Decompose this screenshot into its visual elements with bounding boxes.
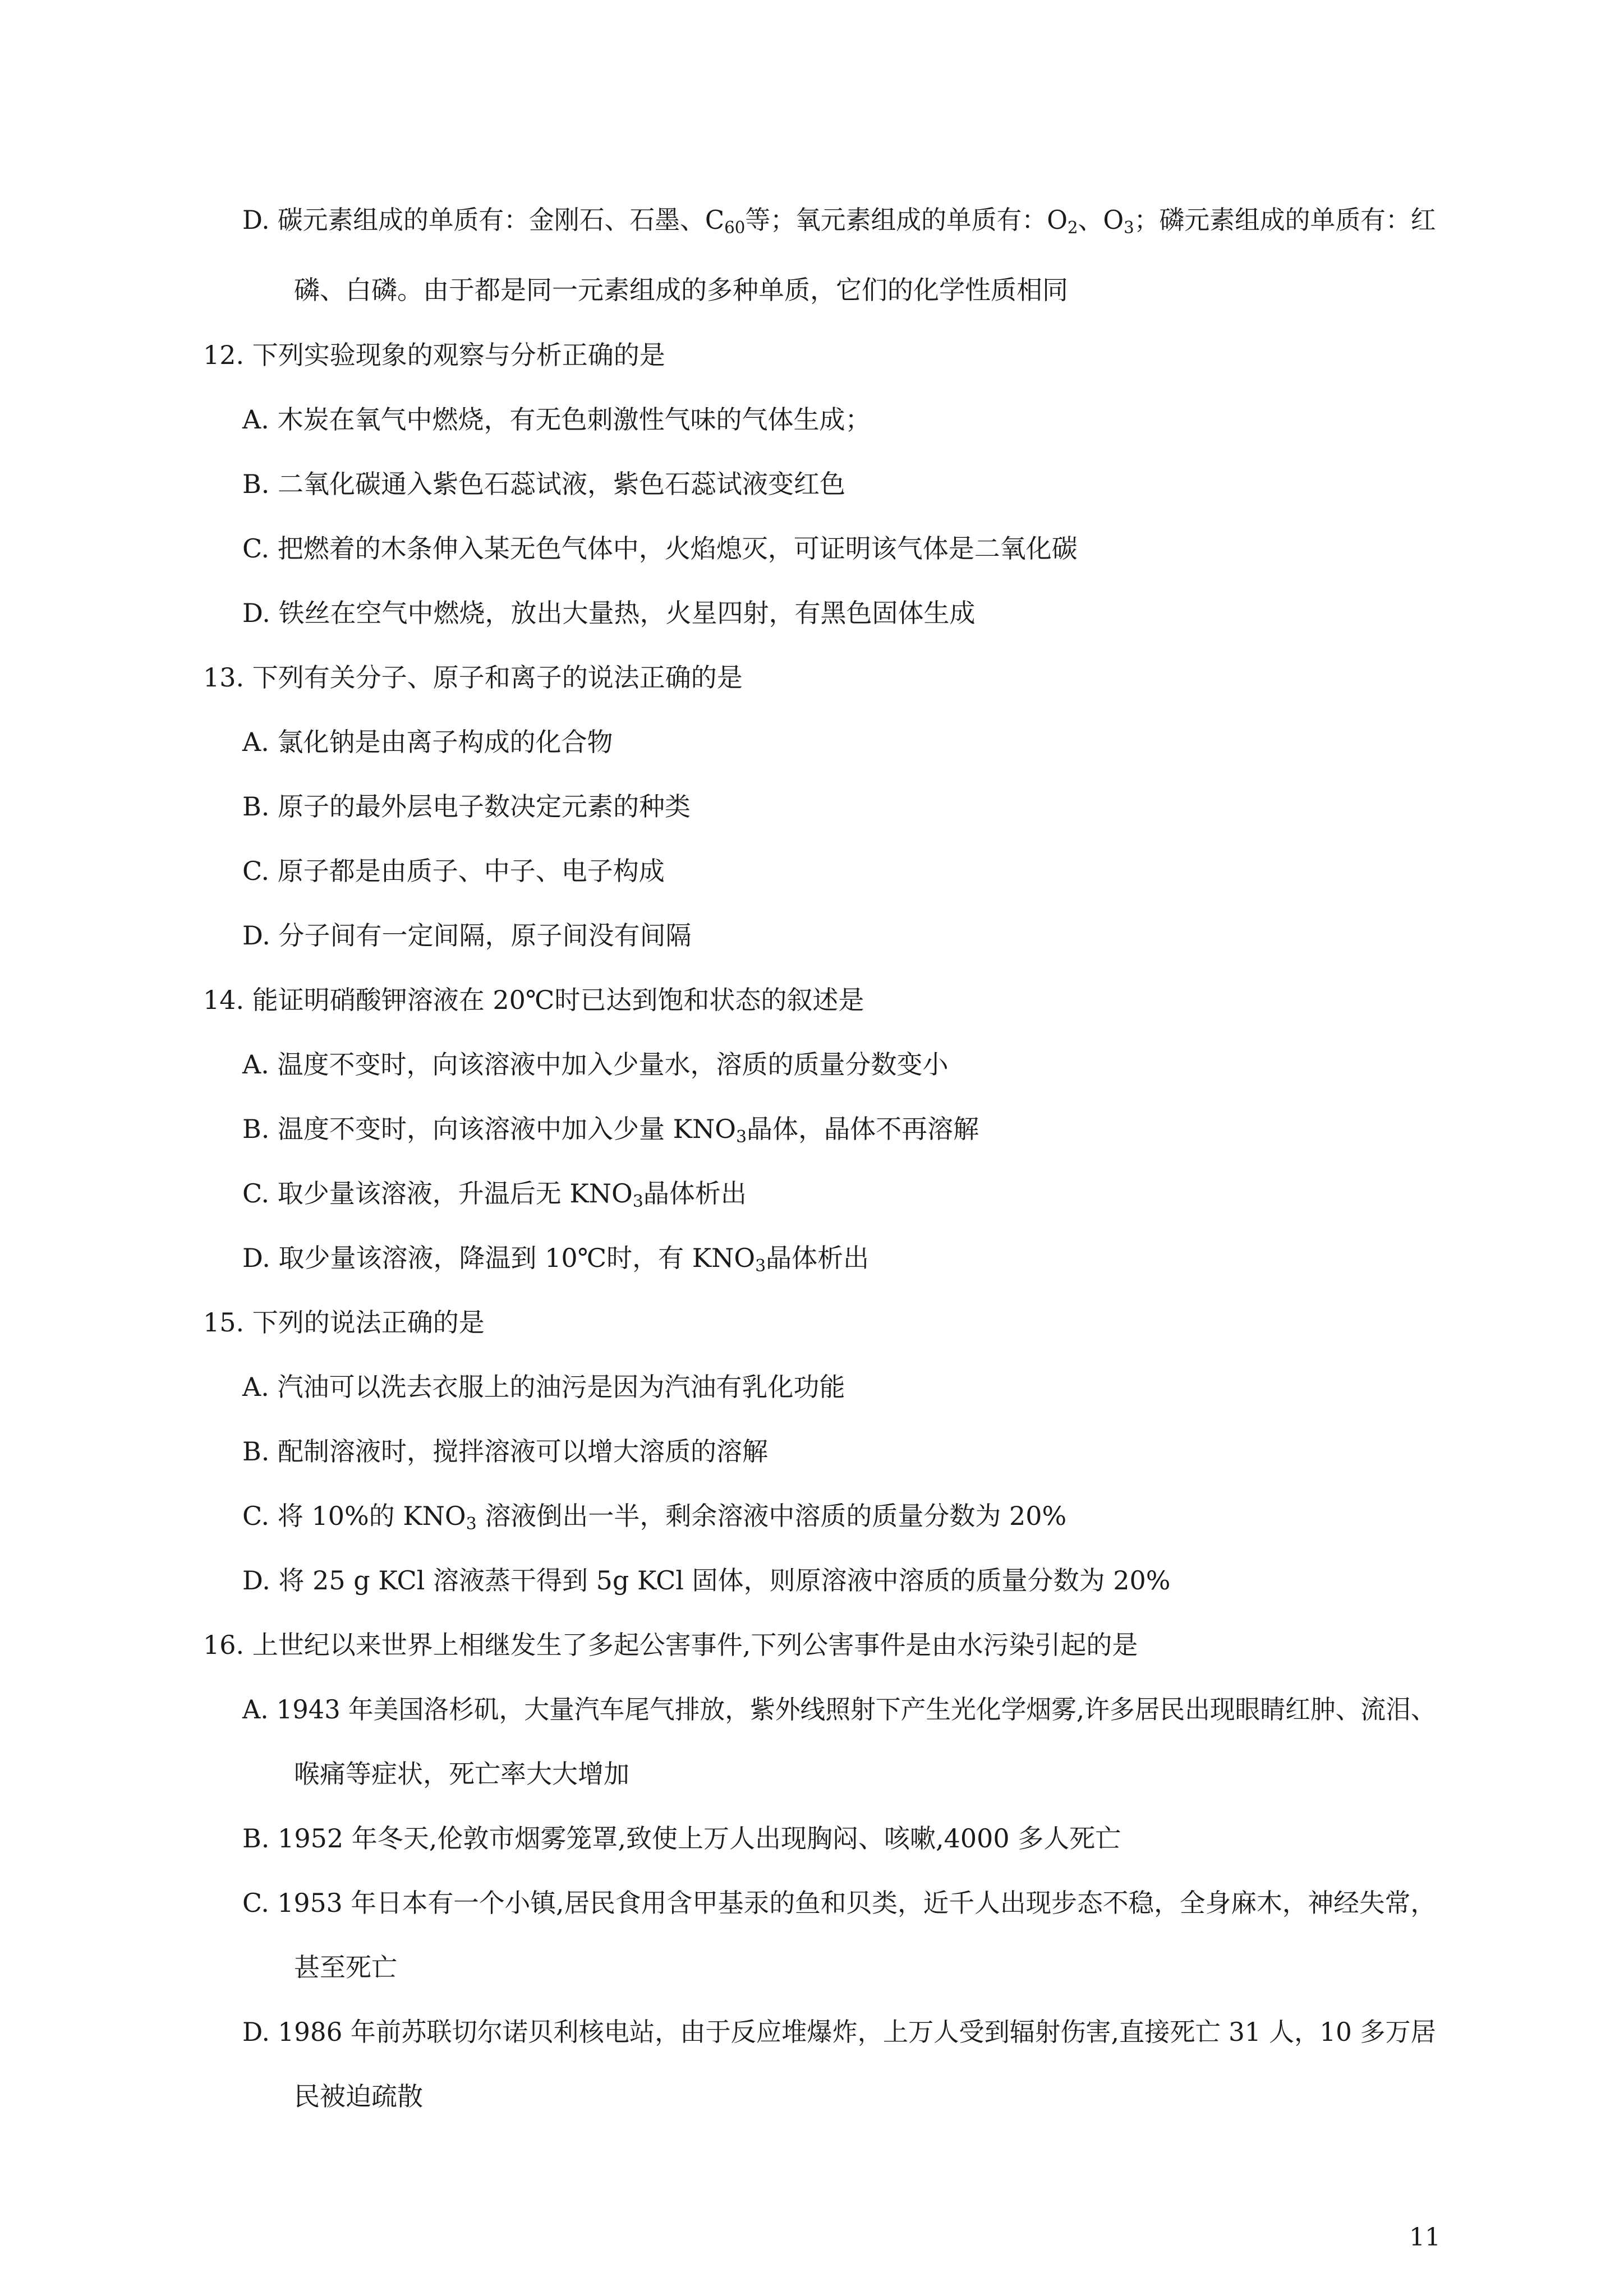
q16-option-c: C. 1953 年日本有一个小镇,居民食用含甲基汞的鱼和贝类，近千人出现步态不稳，全身麻木，神经失常， bbox=[242, 1888, 1437, 1918]
q12-option-a: A. 木炭在氧气中燃烧，有无色刺激性气味的气体生成； bbox=[242, 404, 871, 435]
q16-option-a-continuation: 喉痛等症状，死亡率大大增加 bbox=[294, 1759, 629, 1789]
page-number: 11 bbox=[1409, 2223, 1441, 2252]
q14-option-a: A. 温度不变时，向该溶液中加入少量水，溶质的质量分数变小 bbox=[242, 1049, 949, 1080]
q13-option-a: A. 氯化钠是由离子构成的化合物 bbox=[242, 727, 613, 757]
q15-option-b: B. 配制溶液时，搅拌溶液可以增大溶质的溶解 bbox=[242, 1436, 769, 1467]
q14-option-b: B. 温度不变时，向该溶液中加入少量 $KNO_3$晶体，晶体不再溶解 bbox=[242, 1114, 979, 1147]
q16-stem: 16. 上世纪以来世界上相继发生了多起公害事件,下列公害事件是由水污染引起的是 bbox=[203, 1630, 1138, 1660]
q15-stem: 15. 下列的说法正确的是 bbox=[203, 1307, 485, 1338]
q13-stem: 13. 下列有关分子、原子和离子的说法正确的是 bbox=[203, 662, 743, 693]
q12-option-d: D. 铁丝在空气中燃烧，放出大量热，火星四射，有黑色固体生成 bbox=[242, 598, 976, 628]
q12-stem: 12. 下列实验现象的观察与分析正确的是 bbox=[203, 340, 665, 370]
q16-option-d: D. 1986 年前苏联切尔诺贝利核电站，由于反应堆爆炸，上万人受到辐射伤害,直接死亡 31 人，10 多万居 bbox=[242, 2017, 1436, 2047]
q14-stem: 14. 能证明硝酸钾溶液在 20℃时已达到饱和状态的叙述是 bbox=[203, 985, 864, 1015]
q13-option-b: B. 原子的最外层电子数决定元素的种类 bbox=[242, 791, 691, 822]
q15-option-a: A. 汽油可以洗去衣服上的油污是因为汽油有乳化功能 bbox=[242, 1372, 845, 1402]
q14-option-d: D. 取少量该溶液，降温到 10℃时，有 $KNO_3$晶体析出 bbox=[242, 1243, 869, 1276]
q11-option-d: D. 碳元素组成的单质有：金刚石、石墨、$C_{60}$等；氧元素组成的单质有：$O_2$、$O_3$；磷元素组成的单质有：红 bbox=[242, 205, 1436, 238]
q13-option-d: D. 分子间有一定间隔，原子间没有间隔 bbox=[242, 920, 692, 951]
q16-option-d-continuation: 民被迫疏散 bbox=[294, 2081, 423, 2111]
q12-option-b: B. 二氧化碳通入紫色石蕊试液，紫色石蕊试液变红色 bbox=[242, 469, 846, 499]
q16-option-b: B. 1952 年冬天,伦敦市烟雾笼罩,致使上万人出现胸闷、咳嗽,4000 多人死亡 bbox=[242, 1823, 1121, 1854]
q12-option-c: C. 把燃着的木条伸入某无色气体中，火焰熄灭，可证明该气体是二氧化碳 bbox=[242, 533, 1078, 564]
q16-option-a: A. 1943 年美国洛杉矶，大量汽车尾气排放，紫外线照射下产生光化学烟雾,许多居民出现眼睛红肿、流泪、 bbox=[242, 1694, 1436, 1725]
q16-option-c-continuation: 甚至死亡 bbox=[294, 1952, 397, 1983]
q13-option-c: C. 原子都是由质子、中子、电子构成 bbox=[242, 856, 665, 886]
q11-option-d-continuation: 磷、白磷。由于都是同一元素组成的多种单质，它们的化学性质相同 bbox=[294, 275, 1068, 305]
q15-option-c: C. 将 10%的 $KNO_3$ 溶液倒出一半，剩余溶液中溶质的质量分数为 20% bbox=[242, 1501, 1067, 1534]
q14-option-c: C. 取少量该溶液，升温后无 $KNO_3$晶体析出 bbox=[242, 1178, 747, 1211]
q15-option-d: D. 将 25 g KCl 溶液蒸干得到 5g KCl 固体，则原溶液中溶质的质量分数为 20% bbox=[242, 1565, 1171, 1596]
